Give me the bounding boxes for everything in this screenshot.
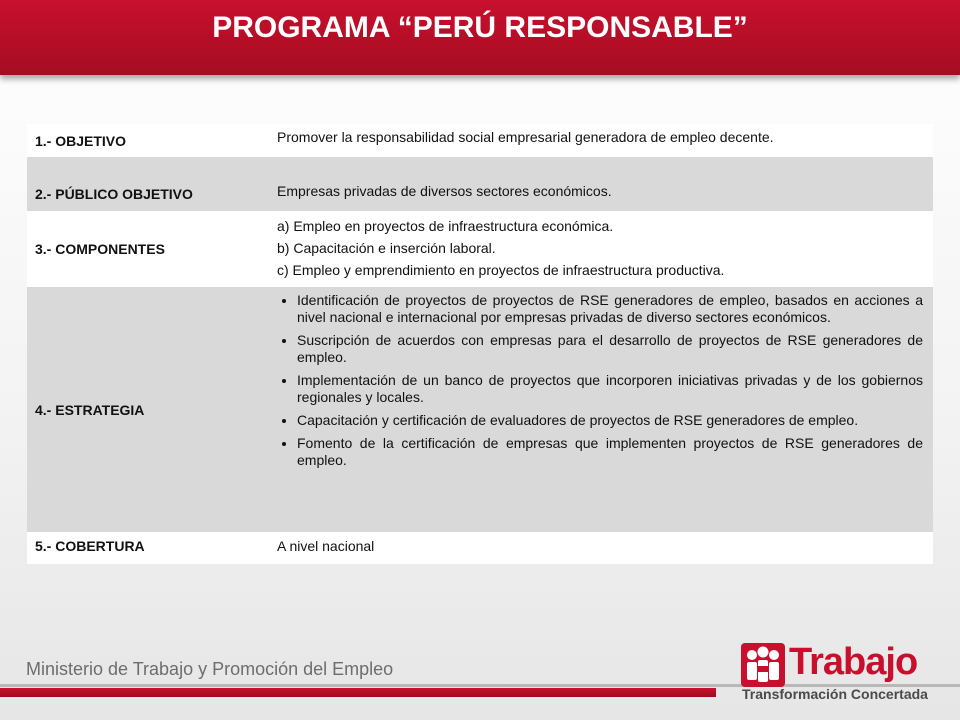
people-logo-icon — [740, 642, 786, 688]
table-row — [27, 287, 933, 532]
table-row — [27, 532, 933, 564]
list-item: • Capacitación y certificación de evaluadores de proyectos de RSE generadores de empleo. — [297, 412, 925, 429]
row-value-publico: Empresas privadas de diversos sectores económicos. — [269, 157, 933, 211]
footer-red-bar — [0, 688, 716, 697]
row-label-estrategia: 4.- ESTRATEGIA — [27, 287, 269, 532]
row-label-objetivo: 1.- OBJETIVO — [27, 124, 269, 157]
list-item: b) Capacitación e inserción laboral. — [277, 240, 496, 256]
estrategia-list — [277, 292, 925, 469]
program-table-container — [27, 124, 933, 564]
trabajo-logo — [740, 640, 940, 706]
program-table — [27, 124, 933, 564]
logo-tagline: Transformación Concertada — [742, 686, 928, 702]
table-row — [27, 211, 933, 287]
row-value-componentes — [269, 211, 933, 287]
componentes-list — [277, 217, 925, 279]
list-item: c) Empleo y emprendimiento en proyectos de infraestructura productiva. — [277, 262, 725, 278]
table-row — [27, 124, 933, 157]
logo-wordmark: Trabajo — [789, 641, 918, 683]
list-item: • Fomento de la certificación de empresas que implementen proyectos de RSE generadores de empleo. — [297, 435, 925, 469]
row-value-objetivo: Promover la responsabilidad social empresarial generadora de empleo decente. — [269, 124, 933, 157]
list-item: a) Empleo en proyectos de infraestructura económica. — [277, 218, 614, 234]
title-bar — [0, 0, 960, 75]
row-label-componentes: 3.- COMPONENTES — [27, 211, 269, 287]
row-label-publico: 2.- PÚBLICO OBJETIVO — [27, 157, 269, 211]
page-title: PROGRAMA “PERÚ RESPONSABLE” — [212, 11, 748, 44]
list-item: • Implementación de un banco de proyectos que incorporen iniciativas privadas y de los gobiernos regionales y locales. — [297, 372, 925, 406]
row-value-cobertura: A nivel nacional — [269, 532, 933, 564]
list-item: • Suscripción de acuerdos con empresas para el desarrollo de proyectos de RSE generadores de empleo. — [297, 332, 925, 366]
table-row — [27, 157, 933, 211]
ministry-name: Ministerio de Trabajo y Promoción del Empleo — [26, 659, 394, 679]
list-item: • Identificación de proyectos de proyectos de RSE generadores de empleo, basados en acciones a nivel nacional e internacional por empresas privadas de diverso sectores económicos. — [297, 292, 925, 326]
row-value-estrategia — [269, 287, 933, 532]
row-label-cobertura: 5.- COBERTURA — [27, 532, 269, 564]
